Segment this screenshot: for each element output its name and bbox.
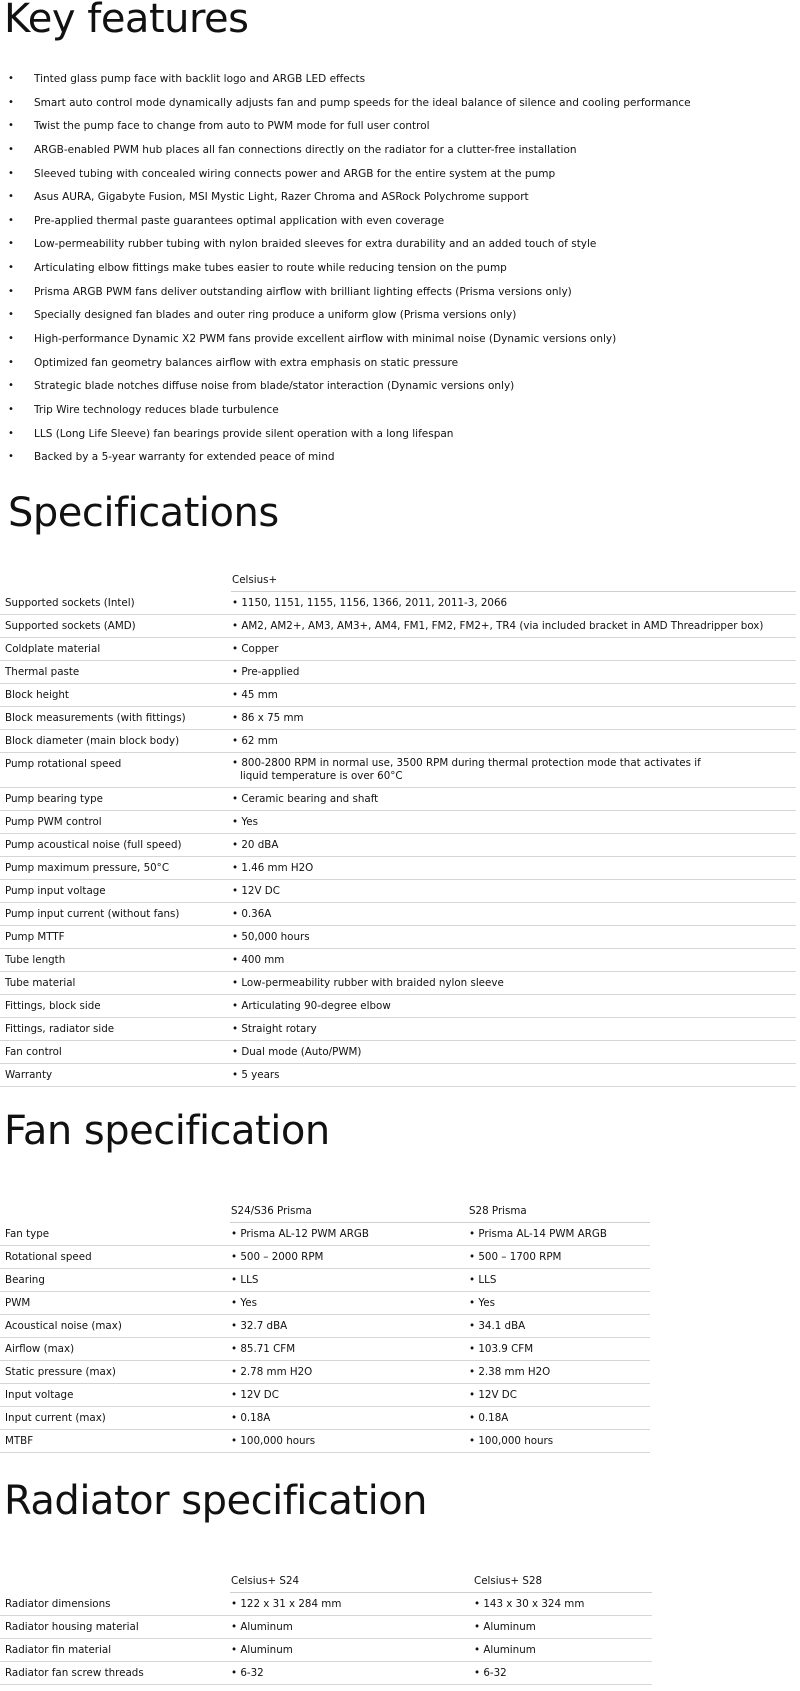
table-row: Pump bearing type • Ceramic bearing and shaft bbox=[0, 788, 796, 811]
column-header: Celsius+ S28 bbox=[473, 1570, 652, 1593]
list-item: • Prisma ARGB PWM fans deliver outstanding airflow with brilliant lighting effects (Prisma versions only) bbox=[0, 284, 691, 308]
list-item: • High-performance Dynamic X2 PWM fans provide excellent airflow with minimal noise (Dynamic versions only) bbox=[0, 331, 691, 355]
list-item: • LLS (Long Life Sleeve) fan bearings provide silent operation with a long lifespan bbox=[0, 426, 691, 450]
table-header-row bbox=[0, 569, 796, 592]
list-item: • Specially designed fan blades and outer ring produce a uniform glow (Prisma versions only) bbox=[0, 307, 691, 331]
table-row: Pump input voltage • 12V DC bbox=[0, 880, 796, 903]
table-row: Pump rotational speed • 800-2800 RPM in normal use, 3500 RPM during thermal protection mode that activates if liquid temperature is over 60°C bbox=[0, 753, 796, 788]
table-row: Block height • 45 mm bbox=[0, 684, 796, 707]
table-row: MTBF • 100,000 hours • 100,000 hours bbox=[0, 1430, 650, 1453]
table-row: Airflow (max) • 85.71 CFM • 103.9 CFM bbox=[0, 1338, 650, 1361]
list-item: • Strategic blade notches diffuse noise from blade/stator interaction (Dynamic versions only) bbox=[0, 378, 691, 402]
list-item: • Trip Wire technology reduces blade turbulence bbox=[0, 402, 691, 426]
radiator-specification-heading: Radiator specification bbox=[4, 1478, 428, 1524]
table-row: Tube length • 400 mm bbox=[0, 949, 796, 972]
table-row: Input current (max) • 0.18A • 0.18A bbox=[0, 1407, 650, 1430]
table-row: Static pressure (max) • 2.78 mm H2O • 2.38 mm H2O bbox=[0, 1361, 650, 1384]
table-row: Pump MTTF • 50,000 hours bbox=[0, 926, 796, 949]
fan-specification-heading: Fan specification bbox=[4, 1108, 330, 1154]
table-row: Radiator fan screw threads • 6-32 • 6-32 bbox=[0, 1662, 652, 1685]
list-item: • Tinted glass pump face with backlit logo and ARGB LED effects bbox=[0, 71, 691, 95]
specifications-table bbox=[0, 569, 796, 1087]
table-header-row bbox=[0, 1200, 650, 1223]
table-row: Rotational speed • 500 – 2000 RPM • 500 – 1700 RPM bbox=[0, 1246, 650, 1269]
table-row: Fan type • Prisma AL-12 PWM ARGB • Prisma AL-14 PWM ARGB bbox=[0, 1223, 650, 1246]
table-row: PWM • Yes • Yes bbox=[0, 1292, 650, 1315]
list-item: • Backed by a 5-year warranty for extended peace of mind bbox=[0, 449, 691, 473]
table-row: Fittings, block side • Articulating 90-degree elbow bbox=[0, 995, 796, 1018]
table-row: Pump PWM control • Yes bbox=[0, 811, 796, 834]
table-row: Pump maximum pressure, 50°C • 1.46 mm H2O bbox=[0, 857, 796, 880]
radiator-specification-table bbox=[0, 1570, 652, 1685]
column-header: Celsius+ S24 bbox=[230, 1570, 473, 1593]
table-row: Pump acoustical noise (full speed) • 20 dBA bbox=[0, 834, 796, 857]
table-row: Acoustical noise (max) • 32.7 dBA • 34.1 dBA bbox=[0, 1315, 650, 1338]
table-row: Warranty • 5 years bbox=[0, 1064, 796, 1087]
list-item: • ARGB-enabled PWM hub places all fan connections directly on the radiator for a clutter-free installation bbox=[0, 142, 691, 166]
key-features-list bbox=[0, 71, 691, 473]
table-row: Pump input current (without fans) • 0.36A bbox=[0, 903, 796, 926]
list-item: • Smart auto control mode dynamically adjusts fan and pump speeds for the ideal balance of silence and cooling performance bbox=[0, 95, 691, 119]
table-row: Fittings, radiator side • Straight rotary bbox=[0, 1018, 796, 1041]
list-item: • Pre-applied thermal paste guarantees optimal application with even coverage bbox=[0, 213, 691, 237]
column-header: S24/S36 Prisma bbox=[230, 1200, 468, 1223]
table-row: Radiator dimensions • 122 x 31 x 284 mm • 143 x 30 x 324 mm bbox=[0, 1593, 652, 1616]
key-features-heading: Key features bbox=[4, 0, 249, 42]
list-item: • Optimized fan geometry balances airflow with extra emphasis on static pressure bbox=[0, 355, 691, 379]
table-row: Coldplate material • Copper bbox=[0, 638, 796, 661]
table-row: Supported sockets (AMD) • AM2, AM2+, AM3, AM3+, AM4, FM1, FM2, FM2+, TR4 (via included bracket in AMD Threadripper box) bbox=[0, 615, 796, 638]
list-item: • Articulating elbow fittings make tubes easier to route while reducing tension on the pump bbox=[0, 260, 691, 284]
table-row: Bearing • LLS • LLS bbox=[0, 1269, 650, 1292]
table-row: Fan control • Dual mode (Auto/PWM) bbox=[0, 1041, 796, 1064]
table-row: Block measurements (with fittings) • 86 x 75 mm bbox=[0, 707, 796, 730]
table-row: Tube material • Low-permeability rubber with braided nylon sleeve bbox=[0, 972, 796, 995]
table-row: Block diameter (main block body) • 62 mm bbox=[0, 730, 796, 753]
list-item: • Sleeved tubing with concealed wiring connects power and ARGB for the entire system at the pump bbox=[0, 166, 691, 190]
list-item: • Twist the pump face to change from auto to PWM mode for full user control bbox=[0, 118, 691, 142]
table-row: Thermal paste • Pre-applied bbox=[0, 661, 796, 684]
table-row: Input voltage • 12V DC • 12V DC bbox=[0, 1384, 650, 1407]
column-header: Celsius+ bbox=[231, 569, 796, 592]
specifications-heading: Specifications bbox=[8, 490, 279, 536]
list-item: • Low-permeability rubber tubing with nylon braided sleeves for extra durability and an added touch of style bbox=[0, 236, 691, 260]
column-header: S28 Prisma bbox=[468, 1200, 650, 1223]
fan-specification-table bbox=[0, 1200, 650, 1453]
table-row: Supported sockets (Intel) • 1150, 1151, 1155, 1156, 1366, 2011, 2011-3, 2066 bbox=[0, 592, 796, 615]
table-header-row bbox=[0, 1570, 652, 1593]
table-row: Radiator housing material • Aluminum • Aluminum bbox=[0, 1616, 652, 1639]
list-item: • Asus AURA, Gigabyte Fusion, MSI Mystic Light, Razer Chroma and ASRock Polychrome support bbox=[0, 189, 691, 213]
table-row: Radiator fin material • Aluminum • Aluminum bbox=[0, 1639, 652, 1662]
